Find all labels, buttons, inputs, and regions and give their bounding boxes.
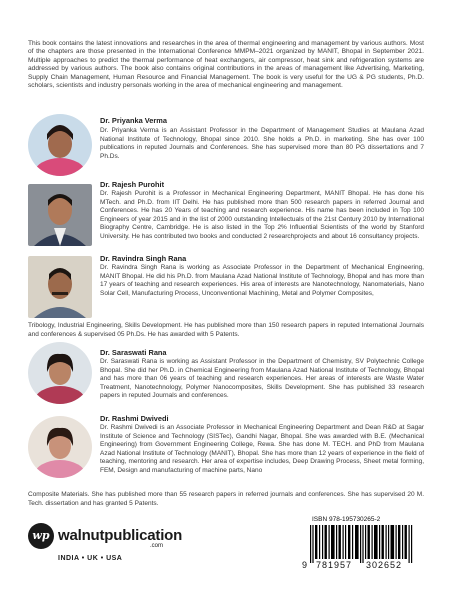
author-photo bbox=[28, 256, 92, 318]
barcode-bars bbox=[310, 525, 414, 563]
publisher-name: walnutpublication bbox=[58, 527, 183, 544]
publisher-countries: INDIA • UK • USA bbox=[58, 555, 123, 562]
author-bio-continued: Tribology, Industrial Engineering, Skills Development. He has published more than 150 research papers in reputed International Journals and conferences & supervised 05 Ph.Ds. He has awarded with 5 Patents. bbox=[28, 322, 424, 338]
logo-letters: wp bbox=[32, 529, 50, 542]
author-bio-continued: Composite Materials. She has published more than 55 research papers in referred journals and conferences. She has supervised 20 M. Tech. dissertation and has granted 5 Patents. bbox=[28, 491, 424, 507]
author-name: Dr. Rashmi Dwivedi bbox=[100, 414, 169, 423]
book-description: This book contains the latest innovations and researches in the area of thermal engineering and management by various authors. Most of the chapters are those presented in the International Conference MMPM–2021 organized by MANIT, Bhopal in September 2021. Multiple approaches to predict the thermal performance of heat exchangers, air compressor, heat sink and refrigeration systems are addressed by various authors. The book also contains original contributions in the areas of management like Advertising, Marketing, Supply Chain Management, Human Resource and Financial Management. The book is very useful for the UG & PG students, Ph.D. scholars, scientists and industry personals working in the area of mechanical engineering and management. bbox=[28, 40, 424, 90]
barcode-digit-left: 9 bbox=[302, 560, 308, 570]
author-photo bbox=[28, 342, 92, 404]
author-saraswati-rana bbox=[28, 338, 424, 408]
publisher-logo bbox=[28, 523, 208, 573]
author-bio: Dr. Ravindra Singh Rana is working as Associate Professor in the Department of Mechanical Engineering, MANIT Bhopal. He did his Ph.D. from Maulana Azad National Institute of Technology, Bhopal and has more than 17 years of teaching and research experiences. His area of interests are Nanotechnology, Nanomaterials, Nano Solar Cell, Manufacturing Process, Unconventional Machining, Metal and Polymer Composites, bbox=[100, 264, 424, 297]
author-bio: Dr. Rashmi Dwivedi is an Associate Professor in Mechanical Engineering Department and Dean R&D at Sagar Institute of Science and Technology (SISTec), Gandhi Nagar, Bhopal. She was awarded with B.E. (Mechanical Engineering) from Government Engineering College, Rewa. She has done M. TECH. and PhD from Maulana Azad National Institute of Technology (MANIT), Bhopal. She has more than 12 years of experience in the field of teaching, mentoring and research. Her area of expertise includes, Deep Drawing Process, Sheet metal forming, FEM, Design and manufacturing of machine parts, Nano bbox=[100, 424, 424, 474]
author-name: Dr. Rajesh Purohit bbox=[100, 180, 165, 189]
author-photo bbox=[28, 114, 92, 176]
barcode-digits-mid: 781957 bbox=[316, 560, 353, 570]
barcode-digits-right: 302652 bbox=[366, 560, 403, 570]
author-name: Dr. Saraswati Rana bbox=[100, 348, 167, 357]
author-bio: Dr. Saraswati Rana is working as Assistant Professor in the Department of Chemistry, SV Polytechnic College Bhopal. She did her Ph.D. in Chemical Engineering from Maulana Azad National Institute of Technology, Bhopal and has more than 06 years of teaching and research experiences. Her areas of interests are Waste Water Treatment, Nanotechnology, Polymer Nanocomposites, Skills Development. She has published 33 research papers in reputed Journals and conferences. bbox=[100, 358, 424, 399]
author-rashmi-dwivedi bbox=[28, 416, 424, 516]
author-bio: Dr. Rajesh Purohit is a Professor in Mechanical Engineering Department, MANIT Bhopal. He has done his MTech. and Ph.D. from IIT Delhi. He has published more than 500 research papers in referred Journal and Conferences. He has 20 Years of teaching and research experience. His name has been included in Top 100 Engineers of year 2015 and in the list of 2000 outstanding Intellectuals of the 21st Century 2010 by International Biography Centre, Cambridge. He is also listed in the Top 2% Influential Scientists of the world by Stanford University. He has contributed two books and conducted 2 researchprojects and about 16 consultancy projects. bbox=[100, 190, 424, 240]
author-name: Dr. Priyanka Verma bbox=[100, 116, 167, 125]
author-rajesh-purohit bbox=[28, 180, 424, 250]
author-photo bbox=[28, 416, 92, 478]
publisher-domain: .com bbox=[150, 543, 164, 549]
author-priyanka-verma bbox=[28, 114, 424, 176]
author-bio: Dr. Priyanka Verma is an Assistant Professor in the Department of Management Studies at Maulana Azad National Institute of Technology, Bhopal since 2010. She holds a Ph.D. in marketing. She has over 100 publications in reputed Journals and Conferences. She has supervised more than 80 PG dissertations and 7 Ph.Ds. bbox=[100, 127, 424, 160]
author-name: Dr. Ravindra Singh Rana bbox=[100, 254, 187, 263]
isbn-label: ISBN 978-195730265-2 bbox=[312, 516, 381, 523]
walnut-icon bbox=[28, 523, 54, 549]
author-photo bbox=[28, 184, 92, 246]
isbn-barcode bbox=[300, 516, 424, 574]
